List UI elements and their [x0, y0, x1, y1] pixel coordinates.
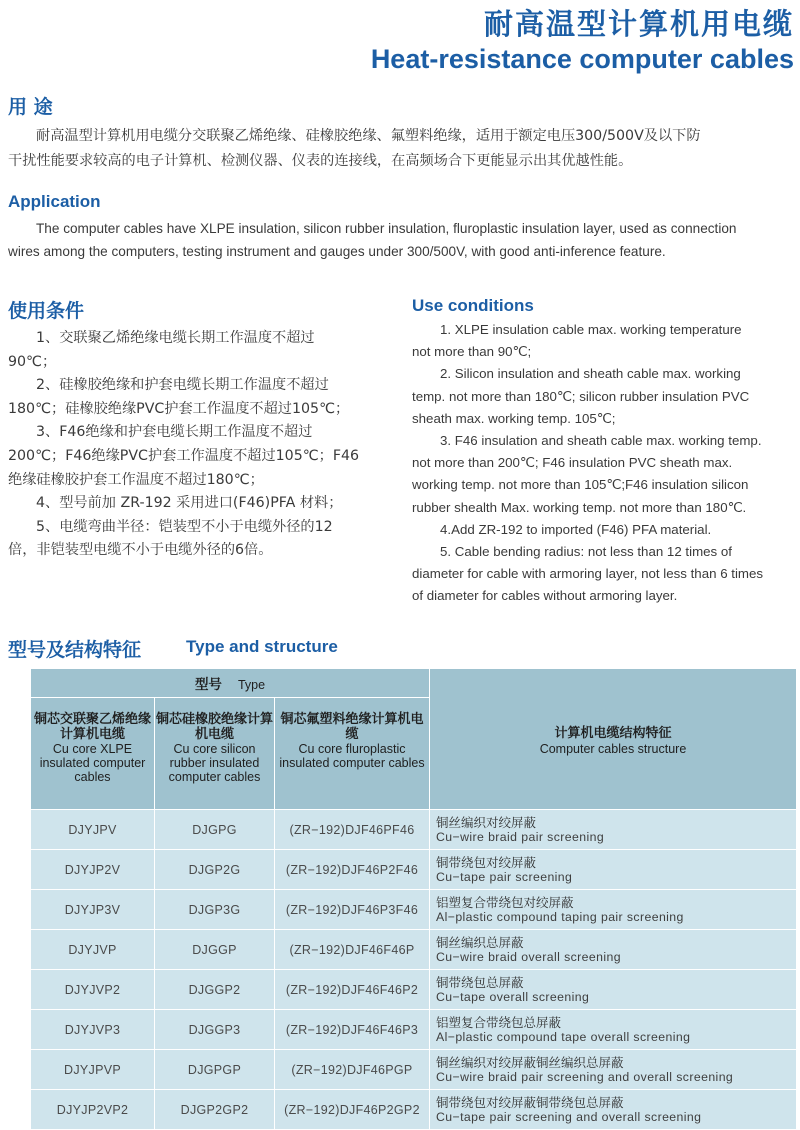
structure-cn: 铝塑复合带绕包总屏蔽 — [436, 1014, 562, 1030]
conditions-heading-en: Use conditions — [412, 296, 534, 315]
structure-cell — [430, 930, 797, 970]
model-silicon-cell: DJGP2G — [155, 850, 275, 890]
structure-en: Cu−tape pair screening — [436, 869, 573, 884]
application-line: wires among the computers, testing instrument and gauges under 300/500V, with good anti-inference feature. — [8, 244, 666, 259]
condition-line-en: temp. not more than 180℃; silicon rubber insulation PVC — [412, 388, 750, 404]
conditions-heading-cn: 使用条件 — [8, 300, 85, 322]
model-fluoro-cell: (ZR−192)DJF46PGP — [275, 1050, 430, 1090]
structure-cell — [430, 890, 797, 930]
model-xlpe-cell: DJYJVP — [31, 930, 155, 970]
model-silicon-cell: DJGGP — [155, 930, 275, 970]
condition-line-en: rubber shealth Max. working temp. not more than 180℃. — [412, 499, 747, 515]
column-header-en: Cu core silicon rubber insulated computer cables — [168, 742, 261, 784]
model-xlpe-cell: DJYJVP3 — [31, 1010, 155, 1050]
model-silicon-cell: DJGP3G — [155, 890, 275, 930]
condition-line-en: 5. Cable bending radius: not less than 12 times of — [440, 544, 732, 560]
structure-cell — [430, 1050, 797, 1090]
structure-en: Al−plastic compound taping pair screening — [436, 909, 684, 924]
condition-line-en: sheath max. working temp. 105℃; — [412, 410, 616, 426]
structure-cn: 铝塑复合带绕包对绞屏蔽 — [436, 894, 574, 910]
condition-line-en: not more than 200℃; F46 insulation PVC sheath max. — [412, 455, 733, 471]
structure-cell — [430, 970, 797, 1010]
model-xlpe-cell: DJYJP3V — [31, 890, 155, 930]
column-header-cn: 铜芯硅橡胶绝缘计算机电缆 — [155, 712, 273, 742]
structure-cn: 铜丝编织对绞屏蔽铜丝编织总屏蔽 — [436, 1054, 624, 1070]
structure-header-cn: 计算机电缆结构特征 — [554, 726, 672, 741]
page-title-en: Heat-resistance computer cables — [370, 44, 794, 74]
model-xlpe-cell: DJYJPV — [31, 810, 155, 850]
column-header-cn: 铜芯交联聚乙烯绝缘计算机电缆 — [33, 712, 151, 742]
condition-line-en: 4.Add ZR-192 to imported (F46) PFA material. — [440, 521, 712, 537]
structure-cell — [430, 1090, 797, 1130]
structure-en: Cu−tape pair screening and overall screening — [436, 1109, 702, 1124]
structure-cn: 铜带绕包对绞屏蔽铜带绕包总屏蔽 — [436, 1094, 624, 1110]
structure-column-header — [430, 669, 797, 810]
type-header-en: Type — [237, 678, 266, 692]
condition-line-cn: 2、硅橡胶绝缘和护套电缆长期工作温度不超过 — [36, 377, 329, 394]
table-row — [31, 1050, 797, 1090]
table-row — [31, 970, 797, 1010]
structure-table — [30, 668, 797, 1130]
structure-cell — [430, 1010, 797, 1050]
application-heading: Application — [8, 192, 101, 211]
model-fluoro-cell: (ZR−192)DJF46PF46 — [275, 810, 430, 850]
condition-line-en: 1. XLPE insulation cable max. working temperature — [440, 322, 742, 337]
application-text — [8, 217, 736, 263]
usage-heading-cn: 用 途 — [8, 96, 53, 118]
table-row — [31, 890, 797, 930]
structure-cn: 铜带绕包总屏蔽 — [436, 974, 524, 990]
column-header-en: Cu core XLPE insulated computer cables — [39, 742, 146, 784]
usage-line-cn: 干扰性能要求较高的电子计算机、检测仪器、仪表的连接线，在高频场合下更能显示出其优越性能。 — [8, 153, 633, 169]
column-header-xlpe — [31, 698, 155, 810]
condition-line-cn: 200℃；F46绝缘PVC护套工作温度不超过105℃；F46 — [8, 447, 360, 464]
structure-heading-en: Type and structure — [186, 637, 338, 656]
model-fluoro-cell: (ZR−192)DJF46P3F46 — [275, 890, 430, 930]
model-fluoro-cell: (ZR−192)DJF46F46P — [275, 930, 430, 970]
structure-en: Cu−tape overall screening — [436, 989, 590, 1004]
conditions-text-cn — [8, 327, 359, 563]
model-xlpe-cell: DJYJPVP — [31, 1050, 155, 1090]
structure-en: Cu−wire braid overall screening — [436, 949, 621, 964]
condition-line-cn: 1、交联聚乙烯绝缘电缆长期工作温度不超过 — [36, 330, 315, 346]
structure-cell — [430, 810, 797, 850]
table-row — [31, 810, 797, 850]
condition-line-en: of diameter for cables without armoring layer. — [412, 588, 678, 604]
table-row — [31, 1010, 797, 1050]
condition-line-en: working temp. not more than 105℃;F46 insulation silicon — [412, 477, 749, 493]
condition-line-cn: 5、电缆弯曲半径：铠装型不小于电缆外径的12 — [36, 518, 333, 535]
condition-line-cn: 绝缘硅橡胶护套工作温度不超过180℃； — [8, 471, 264, 488]
column-header-silicon — [155, 698, 275, 810]
model-silicon-cell: DJGGP2 — [155, 970, 275, 1010]
table-row — [31, 850, 797, 890]
conditions-text-en — [412, 319, 763, 608]
condition-line-cn: 4、型号前加 ZR-192 采用进口(F46)PFA 材料； — [36, 495, 343, 512]
condition-line-en: 3. F46 insulation and sheath cable max. working temp. — [440, 433, 762, 449]
condition-line-en: diameter for cable with armoring layer, not less than 6 times — [412, 566, 764, 582]
condition-line-cn: 90℃； — [8, 353, 57, 370]
condition-line-en: 2. Silicon insulation and sheath cable max. working — [440, 366, 741, 382]
model-fluoro-cell: (ZR−192)DJF46F46P3 — [275, 1010, 430, 1050]
model-fluoro-cell: (ZR−192)DJF46P2F46 — [275, 850, 430, 890]
structure-en: Cu−wire braid pair screening — [436, 829, 605, 844]
structure-header-en: Computer cables structure — [539, 742, 687, 756]
structure-en: Al−plastic compound tape overall screening — [436, 1029, 691, 1044]
model-xlpe-cell: DJYJVP2 — [31, 970, 155, 1010]
column-header-en: Cu core fluroplastic insulated computer cables — [279, 742, 425, 770]
structure-cn: 铜丝编织对绞屏蔽 — [436, 814, 537, 830]
model-xlpe-cell: DJYJP2VP2 — [31, 1090, 155, 1130]
page-title-cn: 耐高温型计算机用电缆 — [483, 7, 794, 41]
usage-line-cn: 耐高温型计算机用电缆分交联聚乙烯绝缘、硅橡胶绝缘、氟塑料绝缘，适用于额定电压300/500V及以下防 — [36, 128, 701, 144]
structure-heading-cn: 型号及结构特征 — [8, 639, 142, 661]
model-silicon-cell: DJGGP3 — [155, 1010, 275, 1050]
model-silicon-cell: DJGPG — [155, 810, 275, 850]
condition-line-cn: 倍，非铠装型电缆不小于电缆外径的6倍。 — [8, 542, 273, 559]
model-fluoro-cell: (ZR−192)DJF46F46P2 — [275, 970, 430, 1010]
model-xlpe-cell: DJYJP2V — [31, 850, 155, 890]
structure-en: Cu−wire braid pair screening and overall screening — [436, 1069, 734, 1084]
condition-line-cn: 180℃；硅橡胶绝缘PVC护套工作温度不超过105℃； — [8, 400, 350, 417]
type-header — [31, 669, 430, 698]
condition-line-en: not more than 90℃; — [412, 344, 532, 360]
structure-cn: 铜带绕包对绞屏蔽 — [436, 854, 537, 870]
column-header-cn: 铜芯氟塑料绝缘计算机电缆 — [280, 712, 424, 742]
structure-cn: 铜丝编织总屏蔽 — [436, 934, 524, 950]
type-header-cn: 型号 — [194, 677, 222, 693]
usage-text-cn — [8, 124, 701, 174]
model-silicon-cell: DJGP2GP2 — [155, 1090, 275, 1130]
table-row — [31, 1090, 797, 1130]
column-header-fluoroplastic — [275, 698, 430, 810]
table-row — [31, 930, 797, 970]
structure-cell — [430, 850, 797, 890]
model-silicon-cell: DJGPGP — [155, 1050, 275, 1090]
condition-line-cn: 3、F46绝缘和护套电缆长期工作温度不超过 — [36, 424, 313, 441]
model-fluoro-cell: (ZR−192)DJF46P2GP2 — [275, 1090, 430, 1130]
application-line: The computer cables have XLPE insulation, silicon rubber insulation, fluroplastic insulation layer, used as connection — [36, 221, 737, 236]
